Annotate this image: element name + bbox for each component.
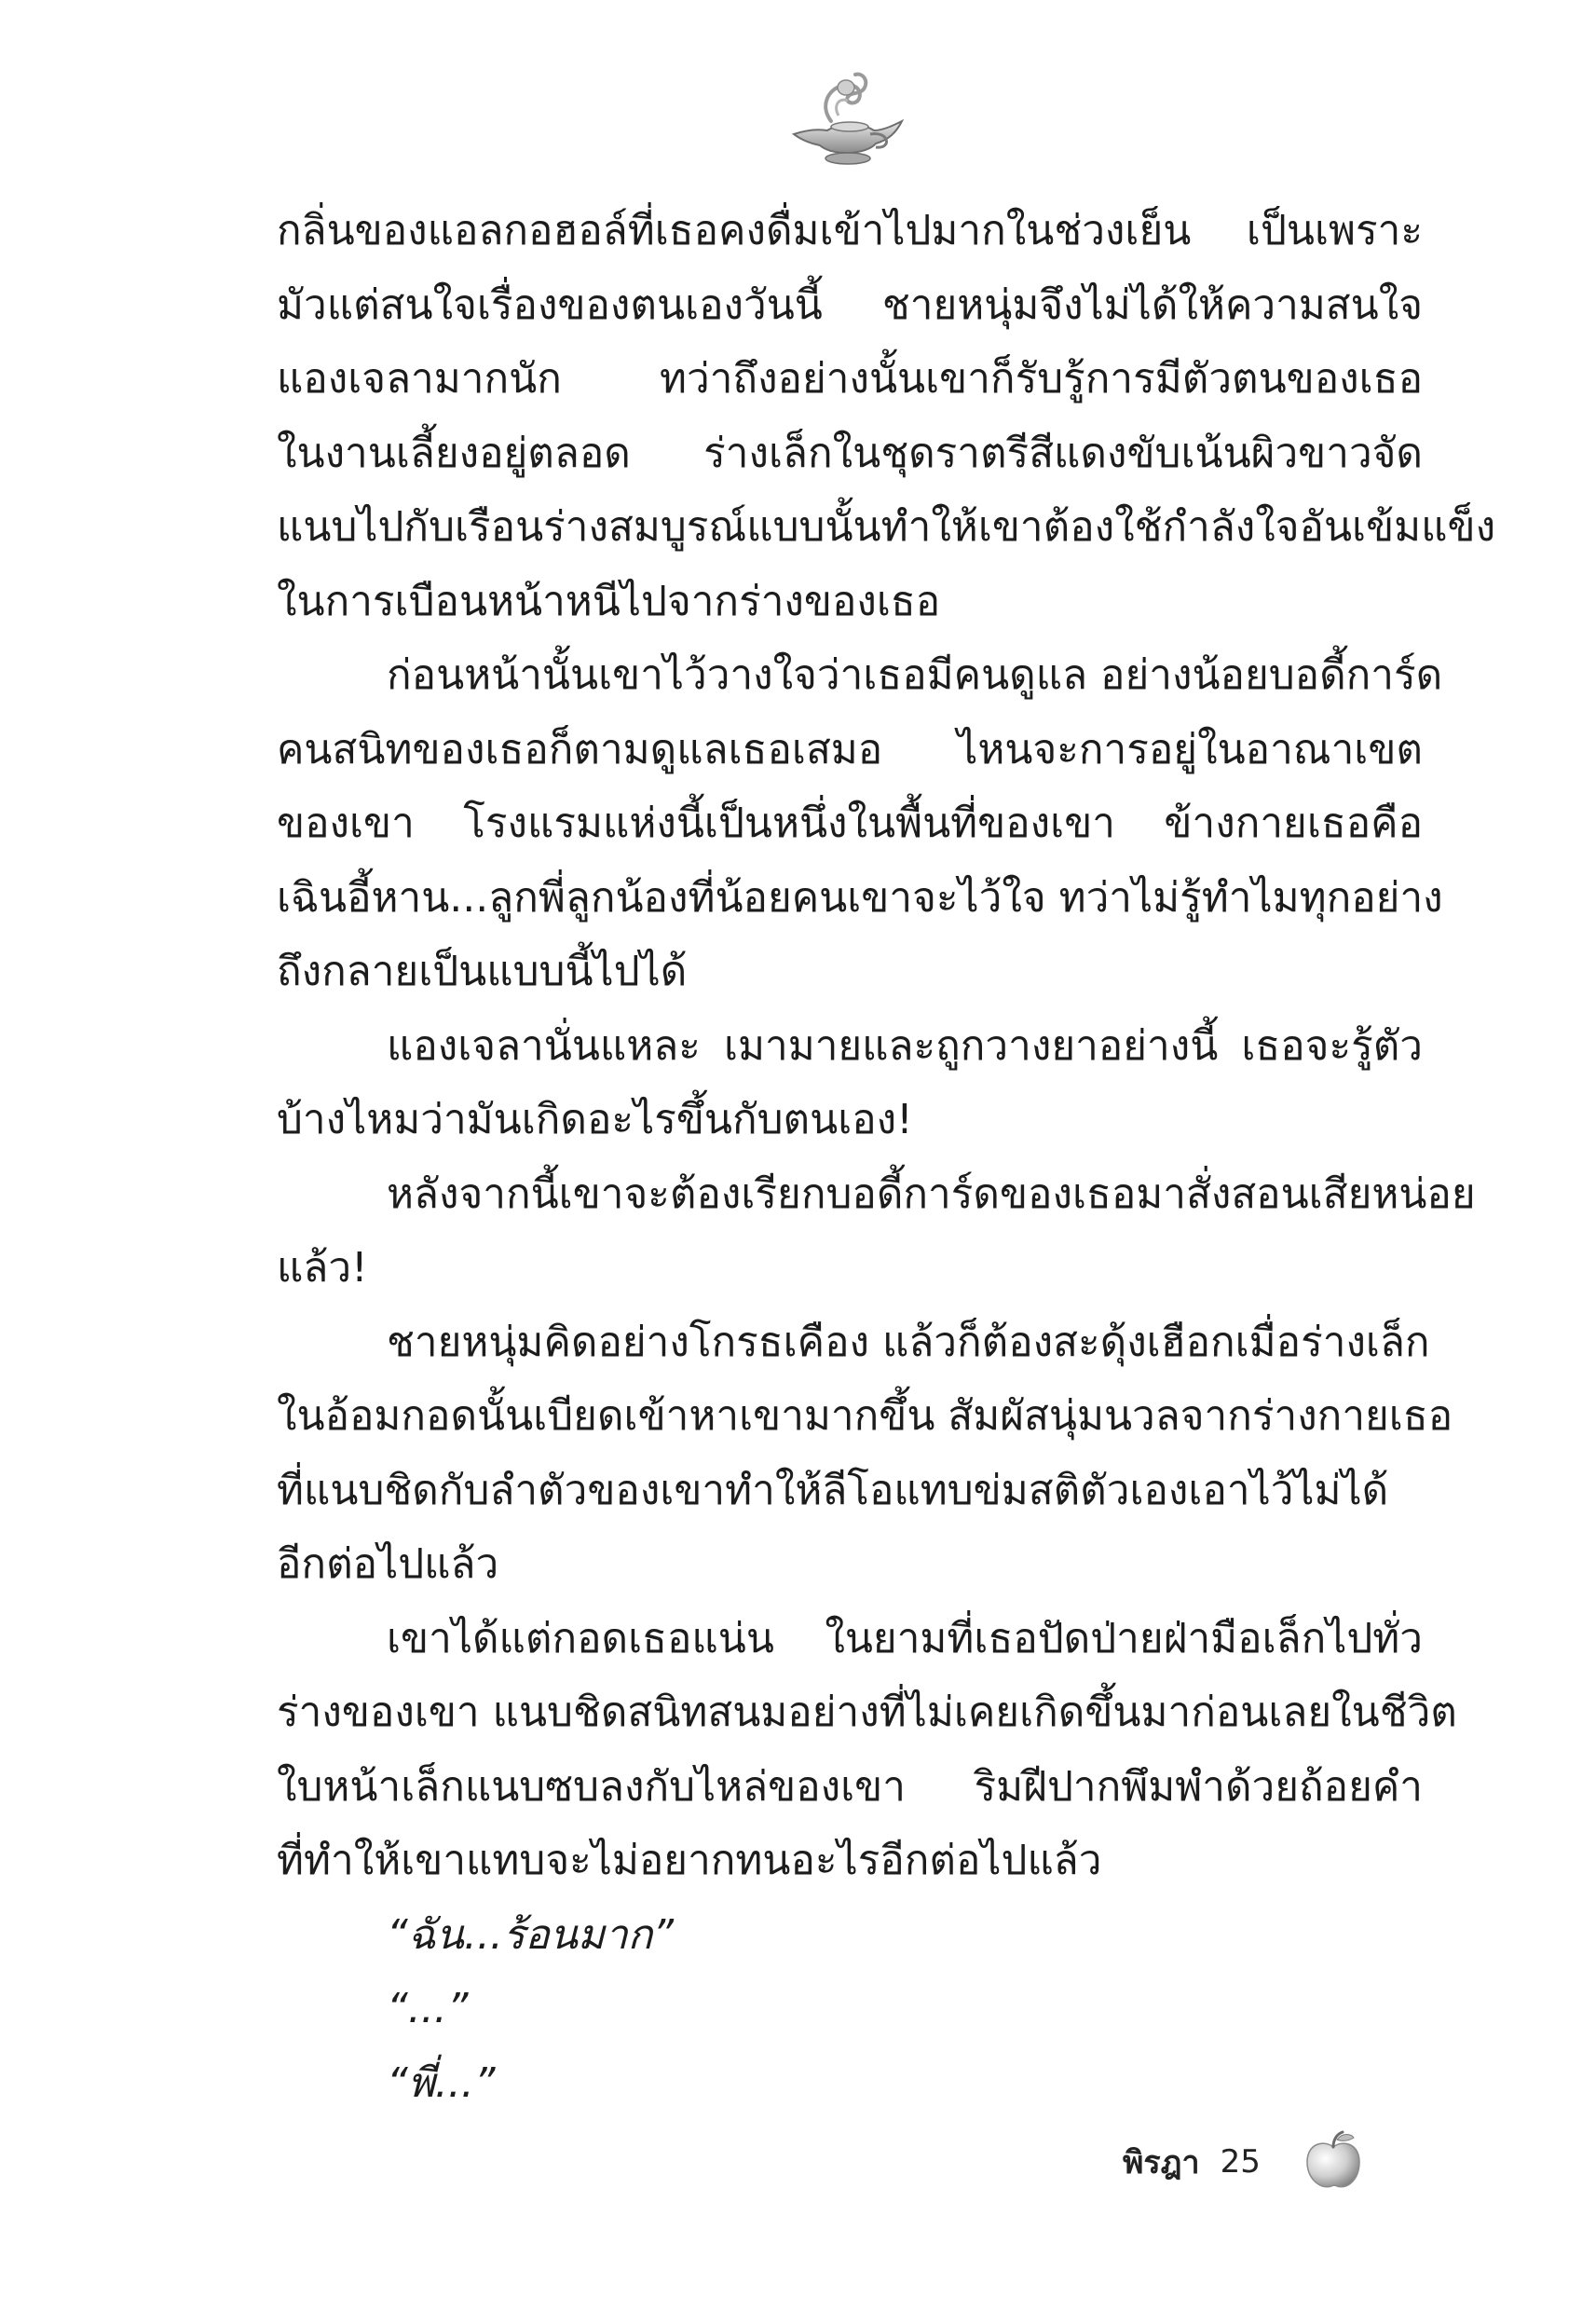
author-name: พิรฎา [1123, 2144, 1200, 2181]
text-line: แล้ว! [277, 1244, 368, 1292]
text-line: ชายหนุ่มคิดอย่างโกรธเคือง แล้วก็ต้องสะดุ้งเฮือกเมื่อร่างเล็ก [387, 1318, 1430, 1366]
text-line: กลิ่นของแอลกอฮอล์ที่เธอคงดื่มเข้าไปมากในช่วงเย็น เป็นเพราะ [277, 207, 1423, 254]
genie-lamp-ornament-icon [773, 69, 913, 171]
paragraph [277, 1306, 1453, 1602]
text-line: ใบหน้าเล็กแนบซบลงกับไหล่ของเขา ริมฝีปากพึมพำด้วยถ้อยคำ [277, 1762, 1423, 1811]
paragraphs [277, 194, 1496, 1898]
text-line: แองเจลามากนัก ทว่าถึงอย่างนั้นเขาก็รับรู้การมีตัวตนของเธอ [277, 355, 1423, 403]
dialogue-line: “ฉัน...ร้อนมาก” [387, 1910, 675, 1959]
text-line: มัวแต่สนใจเรื่องของตนเองวันนี้ ชายหนุ่มจึงไม่ได้ให้ความสนใจ [277, 280, 1423, 329]
page-footer [1123, 2134, 1367, 2190]
dialogue-block [277, 1898, 1423, 2121]
dialogue-line: “...” [387, 1985, 469, 2032]
text-line: ก่อนหน้านั้นเขาไว้วางใจว่าเธอมีคนดูแล อย่างน้อยบอดี้การ์ด [387, 651, 1443, 699]
text-line: แองเจลานั่นแหละ เมามายและถูกวางยาอย่างนี้ เธอจะรู้ตัว [387, 1021, 1423, 1070]
text-line: บ้างไหมว่ามันเกิดอะไรขึ้นกับตนเอง! [277, 1096, 913, 1143]
text-line: ในงานเลี้ยงอยู่ตลอด ร่างเล็กในชุดราตรีสีแดงขับเน้นผิวขาวจัด [277, 429, 1423, 477]
text-line: คนสนิทของเธอก็ตามดูแลเธอเสมอ ไหนจะการอยู่ในอาณาเขต [277, 725, 1423, 773]
dialogue-line: “พี่...” [387, 2058, 496, 2107]
text-line: ของเขา โรงแรมแห่งนี้เป็นหนึ่งในพื้นที่ของเขา ข้างกายเธอคือ [277, 800, 1423, 847]
text-line: เขาได้แต่กอดเธอแน่น ในยามที่เธอปัดป่ายฝ่ามือเล็กไปทั่ว [387, 1614, 1423, 1662]
paragraph [277, 1157, 1476, 1306]
paragraph [277, 1009, 1423, 1157]
apple-icon [1300, 2128, 1367, 2195]
text-line: ถึงกลายเป็นแบบนี้ไปได้ [277, 948, 688, 995]
paragraph [277, 194, 1496, 638]
text-line: ที่แนบชิดกับลำตัวของเขาทำให้ลีโอแทบข่มสติตัวเองเอาไว้ไม่ได้ [277, 1466, 1389, 1514]
text-line: ในอ้อมกอดนั้นเบียดเข้าหาเขามากขึ้น สัมผัสนุ่มนวลจากร่างกายเธอ [277, 1392, 1453, 1440]
body-text [277, 194, 1496, 2120]
text-line: อีกต่อไปแล้ว [277, 1540, 499, 1588]
text-line: แนบไปกับเรือนร่างสมบูรณ์แบบนั้นทำให้เขาต้องใช้กำลังใจอันเข้มแข็ง [277, 503, 1496, 551]
page-number: 25 [1220, 2143, 1261, 2181]
paragraph [277, 638, 1443, 1009]
text-line: ในการเบือนหน้าหนีไปจากร่างของเธอ [277, 577, 941, 625]
paragraph [277, 1602, 1457, 1898]
text-line: ร่างของเขา แนบชิดสนิทสนมอย่างที่ไม่เคยเกิดขึ้นมาก่อนเลยในชีวิต [277, 1689, 1457, 1736]
text-line: เฉินอี้หาน...ลูกพี่ลูกน้องที่น้อยคนเขาจะไว้ใจ ทว่าไม่รู้ทำไมทุกอย่าง [277, 873, 1443, 922]
text-line: ที่ทำให้เขาแทบจะไม่อยากทนอะไรอีกต่อไปแล้ว [277, 1837, 1102, 1884]
text-line: หลังจากนี้เขาจะต้องเรียกบอดี้การ์ดของเธอมาสั่งสอนเสียหน่อย [387, 1169, 1476, 1218]
